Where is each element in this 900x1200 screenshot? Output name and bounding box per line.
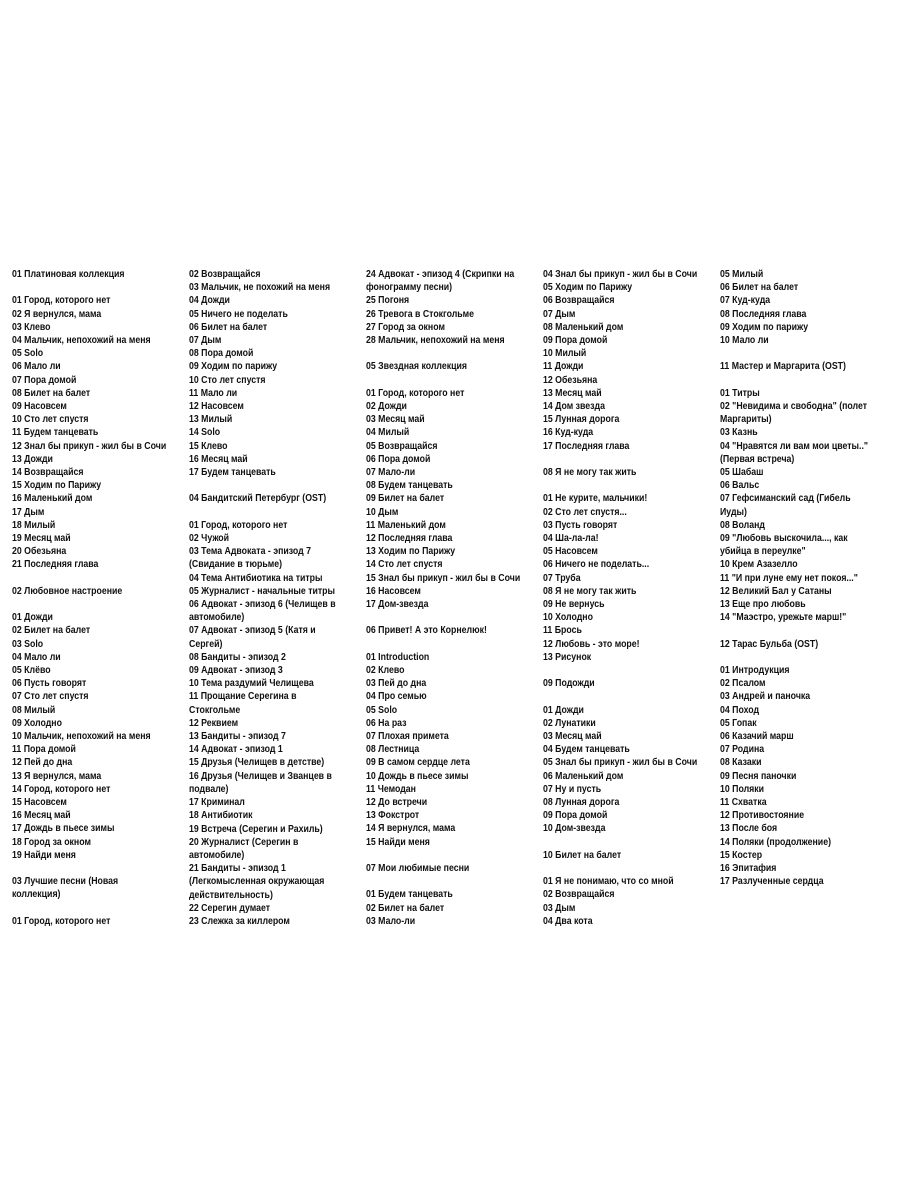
track-line: 12 Последняя глава <box>366 533 453 545</box>
track-line: 07 Мало-ли <box>366 467 416 479</box>
track-line: 25 Погоня <box>366 295 410 307</box>
blank-line <box>366 611 542 624</box>
blank-line <box>12 598 188 611</box>
track-line: 03 Пусть говорят <box>543 519 618 531</box>
tracklist-column-3 <box>366 268 542 928</box>
track-line: 14 Я вернулся, мама <box>366 823 456 835</box>
track-line: 03 Месяц май <box>366 414 425 426</box>
track-line: Иуды) <box>720 506 747 518</box>
track-line: 07 Плохая примета <box>366 731 449 743</box>
track-line: 01 Интродукция <box>720 665 790 677</box>
track-line: 04 Ша-ла-ла! <box>543 533 599 545</box>
track-line: 06 На раз <box>366 717 407 729</box>
track-line: 09 Песня паночки <box>720 770 797 782</box>
track-line: 09 Насовсем <box>12 401 67 413</box>
track-line: 13 Бандиты - эпизод 7 <box>189 731 286 743</box>
track-line: 06 Вальс <box>720 480 760 492</box>
track-line: 28 Мальчик, непохожий на меня <box>366 335 505 347</box>
track-line: 10 Мало ли <box>720 335 769 347</box>
track-line: 07 Родина <box>720 744 765 756</box>
track-line: 05 Гопак <box>720 717 757 729</box>
track-line: 03 Казнь <box>720 427 758 439</box>
track-line: 03 Solo <box>12 638 44 650</box>
track-line: 17 Дом-звезда <box>366 599 429 611</box>
track-line: 17 Дым <box>12 506 45 518</box>
track-line: 16 Месяц май <box>189 453 248 465</box>
track-line: 16 Маленький дом <box>12 493 93 505</box>
track-line: 01 Дожди <box>12 612 53 624</box>
track-line: 10 Тема раздумий Челищева <box>189 678 314 690</box>
track-line: 21 Последняя глава <box>12 559 99 571</box>
track-line: 10 Холодно <box>543 612 593 624</box>
track-line: 07 Дым <box>189 335 222 347</box>
blank-line <box>366 875 542 888</box>
track-line: 09 Ходим по парижу <box>720 321 809 333</box>
track-line: 13 Я вернулся, мама <box>12 770 102 782</box>
track-line: 05 Насовсем <box>543 546 598 558</box>
track-line: 04 "Нравятся ли вам мои цветы.." <box>720 440 869 452</box>
track-line: 01 Дожди <box>543 704 584 716</box>
blank-line <box>12 281 188 294</box>
track-line: 01 Город, которого нет <box>366 387 465 399</box>
track-line: 03 Мальчик, не похожий на меня <box>189 282 331 294</box>
track-line: 04 Мало ли <box>12 651 61 663</box>
track-line: 01 Не курите, мальчики! <box>543 493 648 505</box>
track-line: 11 Мало ли <box>189 387 238 399</box>
track-line: 11 Будем танцевать <box>12 427 99 439</box>
track-line: 13 Месяц май <box>543 387 602 399</box>
blank-line <box>12 902 188 915</box>
track-line: Стокгольме <box>189 704 241 716</box>
track-line: 17 Последняя глава <box>543 440 630 452</box>
track-line: 08 Бандиты - эпизод 2 <box>189 651 286 663</box>
track-line: 15 Насовсем <box>12 797 67 809</box>
track-line: 02 Билет на балет <box>12 625 91 637</box>
track-line: (Первая встреча) <box>720 453 795 465</box>
track-line: автомобиле) <box>189 849 245 861</box>
track-line: 10 Дом-звезда <box>543 823 606 835</box>
track-line: 03 Клево <box>12 321 51 333</box>
track-line: 03 Андрей и паночка <box>720 691 811 703</box>
track-line: 17 Криминал <box>189 797 245 809</box>
track-line: 12 Знал бы прикуп - жил бы в Сочи <box>12 440 167 452</box>
track-line: 04 Знал бы прикуп - жил бы в Сочи <box>543 269 698 280</box>
track-line: 09 "Любовь выскочила..., как <box>720 533 848 545</box>
track-line: 02 Клево <box>366 665 405 677</box>
track-line: 14 Поляки (продолжение) <box>720 836 831 848</box>
track-line: 04 Мальчик, непохожий на меня <box>12 335 151 346</box>
track-line: 07 Куд-куда <box>720 295 771 307</box>
track-line: 18 Милый <box>12 519 56 531</box>
track-line: 08 Воланд <box>720 519 765 531</box>
track-line: 03 Мало-ли <box>366 915 416 927</box>
track-line: 08 Билет на балет <box>12 387 91 399</box>
track-line: 03 Месяц май <box>543 731 602 743</box>
track-line: 19 Месяц май <box>12 533 71 545</box>
track-line: 18 Антибиотик <box>189 810 253 822</box>
blank-line <box>543 690 719 703</box>
track-line: 16 Эпитафия <box>720 863 777 875</box>
track-line: 16 Друзья (Челищев и Званцев в <box>189 770 332 782</box>
track-line: 02 Любовное настроение <box>12 585 123 597</box>
track-line: 03 Тема Адвоката - эпизод 7 <box>189 546 311 558</box>
track-line: 12 До встречи <box>366 797 428 809</box>
track-line: 10 Поляки <box>720 783 765 795</box>
track-line: 22 Серегин думает <box>189 902 271 914</box>
track-line: 06 Привет! А это Корнелюк! <box>366 625 487 637</box>
track-line: 02 Чужой <box>189 533 230 545</box>
track-line: 01 Город, которого нет <box>189 519 288 531</box>
track-line: 11 Чемодан <box>366 783 416 795</box>
track-line: 05 Ходим по Парижу <box>543 282 633 294</box>
track-line: 02 Возвращайся <box>543 889 615 901</box>
track-line: 05 Шабаш <box>720 467 764 479</box>
track-line: 12 Пей до дна <box>12 757 73 769</box>
track-line: 06 Маленький дом <box>543 770 624 782</box>
track-line: 06 Ничего не поделать... <box>543 559 650 571</box>
track-line: 09 Не вернусь <box>543 599 605 611</box>
track-line: 02 Сто лет спустя... <box>543 506 627 518</box>
track-line: 20 Обезьяна <box>12 546 67 558</box>
tracklist-column-1 <box>12 268 188 928</box>
track-line: 12 Тарас Бульба (OST) <box>720 638 819 650</box>
track-line: 07 Дым <box>543 308 576 320</box>
track-line: 04 Дожди <box>189 295 230 307</box>
track-line: 07 Мои любимые песни <box>366 863 470 875</box>
track-line: 19 Найди меня <box>12 849 76 861</box>
track-line: 03 Лучшие песни (Новая <box>12 876 119 888</box>
track-line: 01 Я не понимаю, что со мной <box>543 876 674 888</box>
track-line: 12 Обезьяна <box>543 374 598 386</box>
track-line: 24 Адвокат - эпизод 4 (Скрипки на <box>366 269 515 280</box>
track-line: 14 Solo <box>189 427 221 439</box>
track-line: 06 Пусть говорят <box>12 678 87 690</box>
track-line: 15 Костер <box>720 849 763 861</box>
track-line: 12 Реквием <box>189 717 239 729</box>
blank-line <box>543 479 719 492</box>
track-line: 13 Милый <box>189 414 233 426</box>
track-line: действительность) <box>189 889 273 901</box>
track-line: 15 Знал бы прикуп - жил бы в Сочи <box>366 572 521 584</box>
blank-line <box>189 506 365 519</box>
track-line: 05 Возвращайся <box>366 440 438 452</box>
track-line: 10 Сто лет спустя <box>12 414 89 426</box>
track-line: (Легкомысленная окружающая <box>189 876 325 888</box>
track-line: коллекция) <box>12 889 61 901</box>
track-line: 08 Я не могу так жить <box>543 467 637 479</box>
track-line: 05 Клёво <box>12 665 51 677</box>
track-line: 01 Будем танцевать <box>366 889 453 901</box>
track-line: 15 Найди меня <box>366 836 430 848</box>
track-line: 20 Журналист (Серегин в <box>189 836 299 848</box>
track-line: 18 Город за окном <box>12 836 91 848</box>
track-line: 10 Милый <box>543 348 587 360</box>
track-line: 04 Поход <box>720 704 760 716</box>
track-line: 13 Рисунок <box>543 651 592 663</box>
track-line: 11 Брось <box>543 625 582 637</box>
track-line: 02 "Невидима и свободна" (полет <box>720 401 868 412</box>
blank-line <box>543 862 719 875</box>
track-line: 14 Дом звезда <box>543 401 605 413</box>
track-line: 11 Пора домой <box>12 744 76 756</box>
track-line: (Свидание в тюрьме) <box>189 559 283 571</box>
track-line: 08 Последняя глава <box>720 308 807 320</box>
track-line: 09 Подожди <box>543 678 595 690</box>
blank-line <box>12 572 188 585</box>
track-line: 10 Мальчик, непохожий на меня <box>12 731 151 743</box>
track-line: 13 После боя <box>720 823 778 835</box>
track-line: 13 Фокстрот <box>366 810 420 822</box>
track-line: 06 Казачий марш <box>720 731 794 743</box>
track-line: 02 Лунатики <box>543 717 596 729</box>
blank-line <box>720 624 896 637</box>
track-line: 27 Город за окном <box>366 321 445 333</box>
track-line: 01 Introduction <box>366 651 430 663</box>
track-line: 05 Solo <box>366 704 398 716</box>
track-line: 12 Великий Бал у Сатаны <box>720 585 832 597</box>
track-line: 08 Маленький дом <box>543 321 624 333</box>
blank-line <box>366 347 542 360</box>
track-line: убийца в переулке" <box>720 546 806 558</box>
track-line: 15 Друзья (Челищев в детстве) <box>189 757 325 769</box>
track-line: 04 Будем танцевать <box>543 744 630 756</box>
track-line: 05 Знал бы прикуп - жил бы в Сочи <box>543 757 698 769</box>
track-line: 06 Возвращайся <box>543 295 615 307</box>
track-line: 23 Слежка за киллером <box>189 915 290 927</box>
track-line: 05 Solo <box>12 348 44 360</box>
track-line: 08 Лунная дорога <box>543 797 620 809</box>
track-line: 12 Любовь - это море! <box>543 638 640 650</box>
blank-line <box>720 347 896 360</box>
track-line: 07 Труба <box>543 572 581 584</box>
blank-line <box>366 374 542 387</box>
track-line: 10 Дождь в пьесе зимы <box>366 770 469 782</box>
track-line: автомобиле) <box>189 612 245 624</box>
blank-line <box>366 849 542 862</box>
track-line: 13 Дожди <box>12 453 53 465</box>
track-line: 17 Будем танцевать <box>189 467 276 479</box>
track-line: 15 Ходим по Парижу <box>12 480 102 492</box>
track-line: подвале) <box>189 783 229 795</box>
track-line: 06 Мало ли <box>12 361 61 373</box>
track-line: 07 Пора домой <box>12 374 77 386</box>
tracklist-column-5 <box>720 268 896 928</box>
track-line: 04 Бандитский Петербург (OST) <box>189 493 327 505</box>
track-line: 09 В самом сердце лета <box>366 757 470 769</box>
track-line: 26 Тревога в Стокгольме <box>366 308 475 320</box>
tracklist-column-2 <box>189 268 365 928</box>
track-line: 02 Возвращайся <box>189 269 261 280</box>
blank-line <box>543 453 719 466</box>
track-line: 14 Сто лет спустя <box>366 559 443 571</box>
track-line: фонограмму песни) <box>366 282 453 294</box>
track-line: 05 Журналист - начальные титры <box>189 585 336 597</box>
blank-line <box>543 836 719 849</box>
track-line: 10 Билет на балет <box>543 849 622 861</box>
track-line: 11 Мастер и Маргарита (OST) <box>720 361 846 373</box>
track-line: 05 Милый <box>720 269 764 280</box>
track-line: 06 Билет на балет <box>189 321 268 333</box>
track-line: 08 Лестница <box>366 744 420 756</box>
track-line: Сергей) <box>189 638 223 650</box>
track-line: 03 Пей до дна <box>366 678 427 690</box>
track-line: 12 Насовсем <box>189 401 244 413</box>
track-line: 09 Билет на балет <box>366 493 445 505</box>
track-line: 07 Гефсиманский сад (Гибель <box>720 493 851 505</box>
track-line: 09 Адвокат - эпизод 3 <box>189 665 283 677</box>
track-line: 11 "И при луне ему нет покоя..." <box>720 572 858 584</box>
track-line: 14 Возвращайся <box>12 467 84 479</box>
track-line: 04 Милый <box>366 427 410 439</box>
track-line: 05 Ничего не поделать <box>189 308 288 320</box>
track-line: 14 "Маэстро, урежьте марш!" <box>720 612 847 624</box>
track-line: 11 Прощание Серегина в <box>189 691 297 703</box>
track-line: 10 Дым <box>366 506 399 518</box>
track-line: 16 Куд-куда <box>543 427 594 439</box>
blank-line <box>720 374 896 387</box>
track-line: 08 Я не могу так жить <box>543 585 637 597</box>
track-line: 13 Ходим по Парижу <box>366 546 456 558</box>
track-line: 07 Ну и пусть <box>543 783 602 795</box>
track-line: 06 Билет на балет <box>720 282 799 294</box>
track-line: 11 Маленький дом <box>366 519 446 531</box>
track-line: 11 Дожди <box>543 361 584 373</box>
track-line: 01 Платиновая коллекция <box>12 269 125 280</box>
track-line: 09 Пора домой <box>543 335 608 347</box>
track-line: 10 Сто лет спустя <box>189 374 266 386</box>
track-line: 01 Титры <box>720 387 760 399</box>
track-line: 17 Дождь в пьесе зимы <box>12 823 115 835</box>
track-line: 08 Казаки <box>720 757 762 769</box>
blank-line <box>543 664 719 677</box>
track-line: Маргариты) <box>720 414 772 426</box>
track-line: 04 Про семью <box>366 691 427 703</box>
blank-line <box>12 862 188 875</box>
track-line: 07 Адвокат - эпизод 5 (Катя и <box>189 625 316 637</box>
track-line: 06 Адвокат - эпизод 6 (Челищев в <box>189 599 336 611</box>
track-line: 08 Будем танцевать <box>366 480 453 492</box>
track-line: 09 Ходим по парижу <box>189 361 278 373</box>
track-line: 07 Сто лет спустя <box>12 691 89 703</box>
track-line: 16 Насовсем <box>366 585 421 597</box>
track-line: 21 Бандиты - эпизод 1 <box>189 863 286 875</box>
track-line: 09 Пора домой <box>543 810 608 822</box>
track-line: 16 Месяц май <box>12 810 71 822</box>
track-line: 19 Встреча (Серегин и Рахиль) <box>189 823 323 835</box>
tracklist-column-4 <box>543 268 719 928</box>
track-line: 02 Псалом <box>720 678 766 690</box>
track-line: 10 Крем Азазелло <box>720 559 798 571</box>
track-line: 15 Лунная дорога <box>543 414 620 426</box>
track-line: 01 Город, которого нет <box>12 915 111 927</box>
tracklist-sheet <box>12 268 896 928</box>
blank-line <box>720 651 896 664</box>
blank-line <box>366 638 542 651</box>
track-line: 13 Еще про любовь <box>720 599 806 611</box>
track-line: 01 Город, которого нет <box>12 295 111 307</box>
track-line: 12 Противостояние <box>720 810 805 822</box>
track-line: 02 Дожди <box>366 401 407 412</box>
blank-line <box>189 479 365 492</box>
track-line: 05 Звездная коллекция <box>366 361 468 373</box>
track-line: 02 Билет на балет <box>366 902 445 914</box>
track-line: 04 Два кота <box>543 915 593 927</box>
track-line: 04 Тема Антибиотика на титры <box>189 572 323 584</box>
track-line: 06 Пора домой <box>366 453 431 465</box>
track-line: 03 Дым <box>543 902 576 914</box>
track-line: 15 Клево <box>189 440 228 452</box>
track-line: 08 Пора домой <box>189 348 254 360</box>
track-line: 08 Милый <box>12 704 56 716</box>
track-line: 02 Я вернулся, мама <box>12 308 102 320</box>
track-line: 17 Разлученные сердца <box>720 876 824 888</box>
track-line: 14 Город, которого нет <box>12 783 111 795</box>
track-line: 14 Адвокат - эпизод 1 <box>189 744 283 756</box>
track-line: 11 Схватка <box>720 797 767 809</box>
track-line: 09 Холодно <box>12 717 62 729</box>
